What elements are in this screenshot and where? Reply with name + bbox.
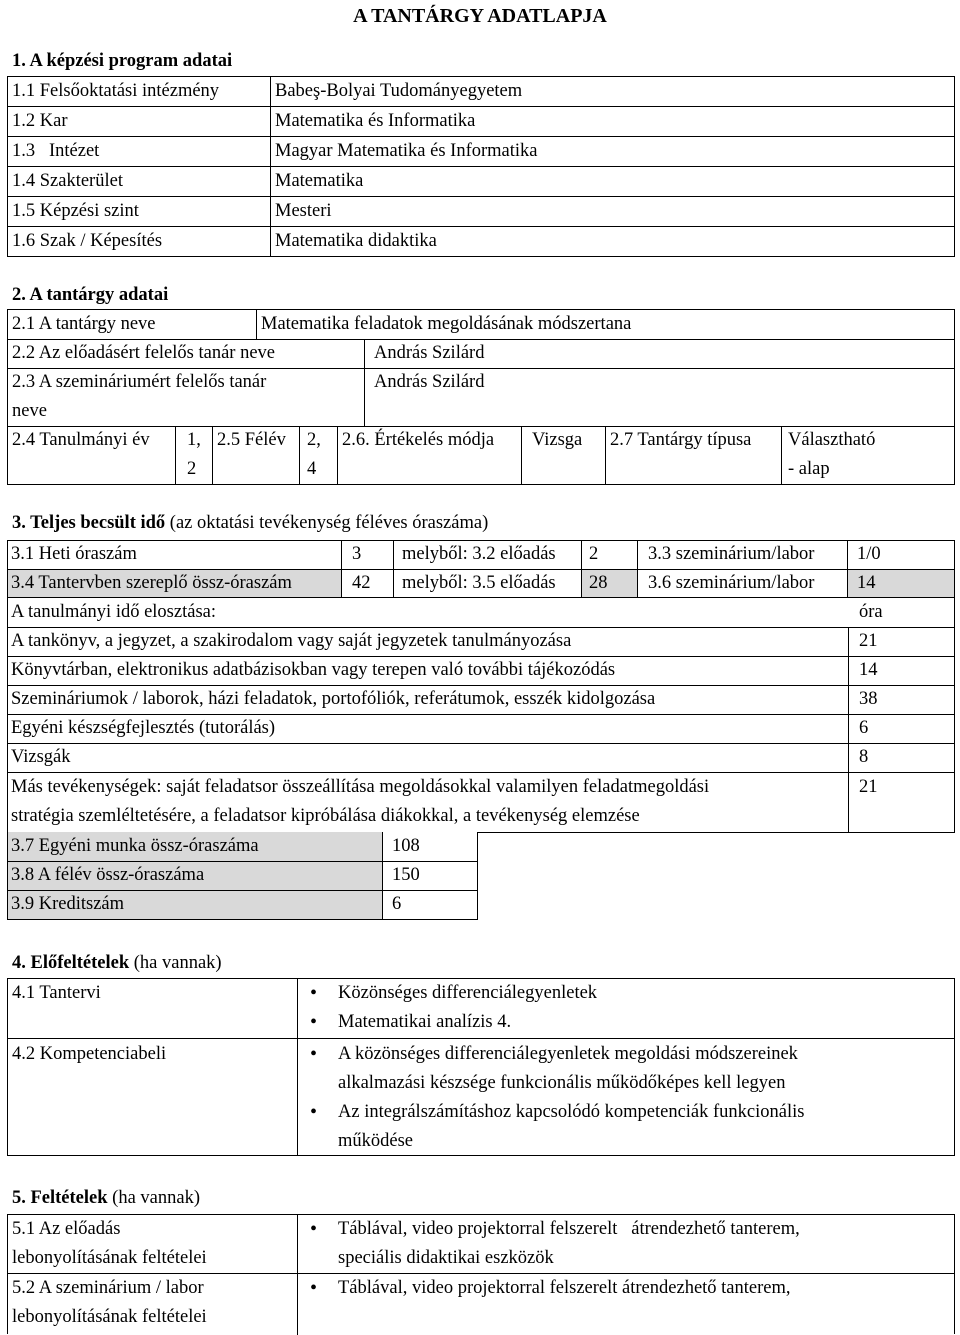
study-year-value: 1, [187, 430, 201, 450]
activity-label: Szemináriumok / laborok, házi feladatok, portofóliók, referátumok, esszék kidolgozása [11, 689, 656, 709]
total-seminar-value: 14 [857, 573, 876, 593]
lecturer-value: András Szilárd [374, 343, 485, 363]
section-5-subtitle: (ha vannak) [107, 1188, 201, 1208]
page-title [0, 2, 960, 31]
total-hours-value: 42 [352, 573, 371, 593]
program-data-table [7, 76, 955, 257]
other-activity-hours: 21 [859, 777, 878, 797]
lecture-conditions-label: 5.1 Az előadás [12, 1219, 121, 1239]
section-4-subtitle: (ha vannak) [129, 953, 222, 973]
activity-label: A tankönyv, a jegyzet, a szakirodalom vagy saját jegyzetek tanulmányozása [11, 631, 572, 651]
list-item [338, 1040, 944, 1098]
table-row [8, 227, 955, 257]
weekly-hours-value: 3 [352, 544, 362, 564]
table-row [8, 77, 955, 107]
activity-label: Könyvtárban, elektronikus adatbázisokban vagy terepen való további tájékozódás [11, 660, 616, 680]
total-hours-label: 3.4 Tantervben szereplő össz-óraszám [11, 573, 292, 593]
semester-total-label: 3.8 A félév össz-óraszáma [11, 865, 205, 885]
value-cell: Mesteri [271, 197, 955, 227]
seminar-teacher-label: 2.3 A szemináriumért felelős tanár [12, 372, 267, 392]
study-year-label: 2.4 Tanulmányi év [12, 430, 150, 450]
seminar-teacher-label-cont: neve [12, 401, 47, 421]
section-4-title: 4. Előfeltételek [12, 953, 130, 973]
activity-hours: 8 [859, 747, 869, 767]
label-cell: 1.2 Kar [8, 107, 271, 137]
course-data-box [7, 309, 955, 485]
list-item-line: működése [338, 1131, 414, 1151]
section-3-heading [12, 509, 488, 538]
label-cell: 1.6 Szak / Képesítés [8, 227, 271, 257]
value-cell: Babeş-Bolyai Tudományegyetem [271, 77, 955, 107]
value-cell: Magyar Matematika és Informatika [271, 137, 955, 167]
value-cell: Matematika és Informatika [271, 107, 955, 137]
seminar-conditions-list [304, 1274, 944, 1303]
label-cell: 1.3 Intézet [8, 137, 271, 167]
competence-list [304, 1040, 944, 1156]
prerequisites-box [7, 978, 955, 1156]
time-table [7, 540, 955, 920]
table-row [8, 167, 955, 197]
section-2-heading: 2. A tantárgy adatai [12, 285, 169, 305]
seminar-conditions-label-cont: lebonyolításának feltételei [12, 1307, 207, 1327]
total-lecture-value: 28 [589, 573, 608, 593]
table-row [8, 197, 955, 227]
lecturer-label: 2.2 Az előadásért felelős tanár neve [12, 343, 275, 363]
lecture-conditions-label-cont: lebonyolításának feltételei [12, 1248, 207, 1268]
section-4-heading [12, 949, 222, 978]
individual-work-label: 3.7 Egyéni munka össz-óraszáma [11, 836, 259, 856]
value-cell: Matematika [271, 167, 955, 197]
individual-work-value: 108 [392, 836, 420, 856]
list-item [338, 1215, 944, 1273]
value-cell: Matematika didaktika [271, 227, 955, 257]
list-item-line: speciális didaktikai eszközök [338, 1248, 554, 1268]
course-type-value: Választható [788, 430, 876, 450]
seminar-conditions-label: 5.2 A szeminárium / labor [12, 1278, 204, 1298]
list-item: • Matematikai analízis 4. [338, 1008, 944, 1037]
credits-label: 3.9 Kreditszám [11, 894, 125, 914]
section-5-heading [12, 1184, 200, 1213]
weekly-lecture-label: melyből: 3.2 előadás [402, 544, 556, 564]
course-type-value-2: - alap [788, 459, 830, 479]
list-item: • Közönséges differenciálegyenletek [338, 979, 944, 1008]
activity-hours: 6 [859, 718, 869, 738]
curricular-list [304, 979, 944, 1037]
time-distribution-label: A tanulmányi idő elosztása: [11, 602, 216, 622]
list-item [338, 1098, 944, 1156]
section-3-subtitle: (az oktatási tevékenység féléves óraszáma) [165, 513, 489, 533]
list-item: • Táblával, video projektorral felszerelt átrendezhető tanterem, [338, 1274, 944, 1303]
label-cell: 1.1 Felsőoktatási intézmény [8, 77, 271, 107]
weekly-seminar-value: 1/0 [857, 544, 881, 564]
total-seminar-label: 3.6 szeminárium/labor [648, 573, 815, 593]
label-cell: 1.4 Szakterület [8, 167, 271, 197]
activity-hours: 38 [859, 689, 878, 709]
weekly-lecture-value: 2 [589, 544, 599, 564]
activity-label: Egyéni készségfejlesztés (tutorálás) [11, 718, 276, 738]
weekly-hours-label: 3.1 Heti óraszám [11, 544, 137, 564]
study-year-value-2: 2 [187, 459, 197, 479]
activity-label: Vizsgák [11, 747, 71, 767]
curricular-label: 4.1 Tantervi [12, 983, 101, 1003]
activity-hours: 21 [859, 631, 878, 651]
evaluation-label: 2.6. Értékelés módja [342, 430, 495, 450]
activity-hours: 14 [859, 660, 878, 680]
competence-label: 4.2 Kompetenciabeli [12, 1044, 167, 1064]
other-activity-label-cont: stratégia szemléltetésére, a feladatsor kipróbálása diákokkal, a tevékenység elemzése [11, 806, 640, 826]
course-type-label: 2.7 Tantárgy típusa [610, 430, 752, 450]
credits-value: 6 [392, 894, 402, 914]
section-3-title: 3. Teljes becsült idő [12, 513, 166, 533]
course-name-value: Matematika feladatok megoldásának módszertana [261, 314, 632, 334]
conditions-box [7, 1214, 955, 1334]
total-lecture-label: melyből: 3.5 előadás [402, 573, 556, 593]
list-item-line: alkalmazási készsége funkcionális működőképes kell legyen [338, 1073, 786, 1093]
section-1-heading: 1. A képzési program adatai [12, 51, 233, 71]
semester-total-value: 150 [392, 865, 420, 885]
table-row [8, 107, 955, 137]
seminar-teacher-value: András Szilárd [374, 372, 485, 392]
weekly-seminar-label: 3.3 szeminárium/labor [648, 544, 815, 564]
document-title: A TANTÁRGY ADATLAPJA [353, 5, 607, 27]
course-name-label: 2.1 A tantárgy neve [12, 314, 156, 334]
hours-unit-label: óra [859, 602, 883, 622]
semester-label: 2.5 Félév [217, 430, 286, 450]
table-row [8, 137, 955, 167]
list-item-line: A közönséges differenciálegyenletek megoldási módszereinek [338, 1044, 798, 1064]
list-item-line: Az integrálszámításhoz kapcsolódó kompetenciák funkcionális [338, 1102, 805, 1122]
evaluation-value: Vizsga [532, 430, 583, 450]
section-5-title: 5. Feltételek [12, 1188, 108, 1208]
other-activity-label: Más tevékenységek: saját feladatsor összeállítása megoldásokkal valamilyen feladatmegoldási [11, 777, 710, 797]
label-cell: 1.5 Képzési szint [8, 197, 271, 227]
semester-value-2: 4 [307, 459, 317, 479]
list-item-line: Táblával, video projektorral felszerelt átrendezhető tanterem, [338, 1219, 800, 1239]
semester-value: 2, [307, 430, 321, 450]
lecture-conditions-list [304, 1215, 944, 1273]
